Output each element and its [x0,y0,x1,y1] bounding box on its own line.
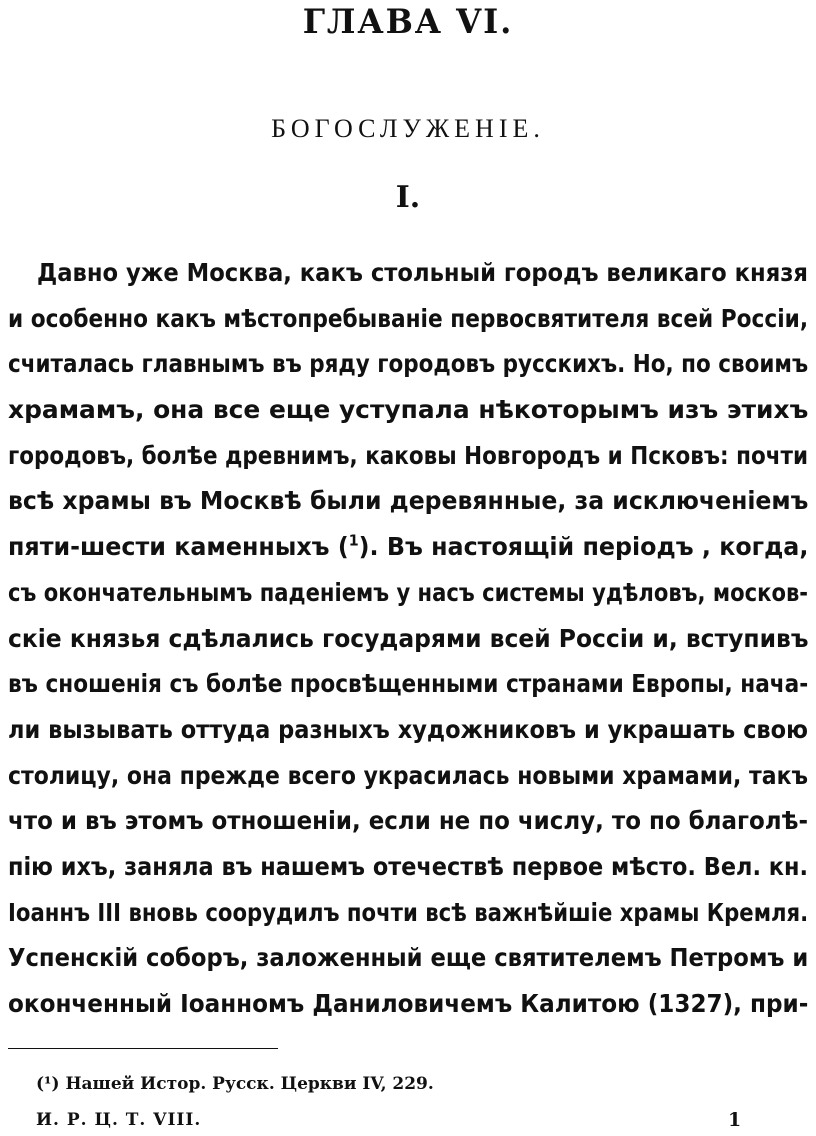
text-line: храмамъ, она все еще уступала нѣкоторымъ изъ этихъ [8,395,809,425]
footnote-divider [8,1048,278,1049]
signature-mark: И. Р. Ц. Т. VIII. [36,1110,202,1130]
footnote-reference: 1 [348,531,359,550]
text-line: Давно уже Москва, какъ стольный городъ великаго князя [37,258,808,287]
text-line: ли вызывать оттуда разныхъ художниковъ и украшать свою [8,714,808,744]
text-line: скіе князья сдѣлались государями всей Россіи и, вступивъ [8,623,809,653]
footnote [36,1072,434,1096]
text-line-with-footnote [8,524,808,570]
body-text [8,250,808,1027]
text-line: оконченный Іоанномъ Даниловичемъ Калитою (1327), при- [8,989,809,1018]
chapter-title: ГЛАВА VI. [302,2,514,42]
text-line: и особенно какъ мѣстопребываніе первосвятителя всей Россіи, [8,303,809,333]
text-line: городовъ, болѣе древнимъ, каковы Новгородъ и Псковъ: почти [8,440,808,470]
text-line: столицу, она прежде всего украсилась новыми храмами, такъ [8,760,808,790]
section-number: I. [395,180,421,215]
text-line: въ сношенія съ болѣе просвѣщенными странами Европы, нача- [8,669,809,699]
text-line: Успенскій соборъ, заложенный еще святителемъ Петромъ и [8,943,809,973]
footnote-text: Нашей Истор. Русск. Церкви IV, 229. [65,1074,434,1094]
footnote-marker: (¹) [36,1074,60,1094]
text-line: Іоаннъ III вновь соорудилъ почти всѣ важнѣйшіе храмы Кремля. [8,897,809,927]
section-title: БОГОСЛУЖЕНІЕ. [271,114,545,143]
text-line: съ окончательнымъ паденіемъ у насъ системы удѣловъ, москов- [8,577,809,607]
text-line: пію ихъ, заняла въ нашемъ отечествѣ первое мѣсто. Вел. кн. [8,851,808,881]
text-line: всѣ храмы въ Москвѣ были деревянные, за исключеніемъ [8,486,809,516]
text-line-end: ). Въ настоящій періодъ , когда, [358,532,809,562]
text-line-start: пяти-шести каменныхъ ( [8,532,349,562]
page-number: 1 [728,1109,742,1131]
text-line: считалась главнымъ въ ряду городовъ русскихъ. Но, по своимъ [8,349,809,379]
text-line: что и въ этомъ отношеніи, если не по числу, то по благолѣ- [8,806,808,836]
